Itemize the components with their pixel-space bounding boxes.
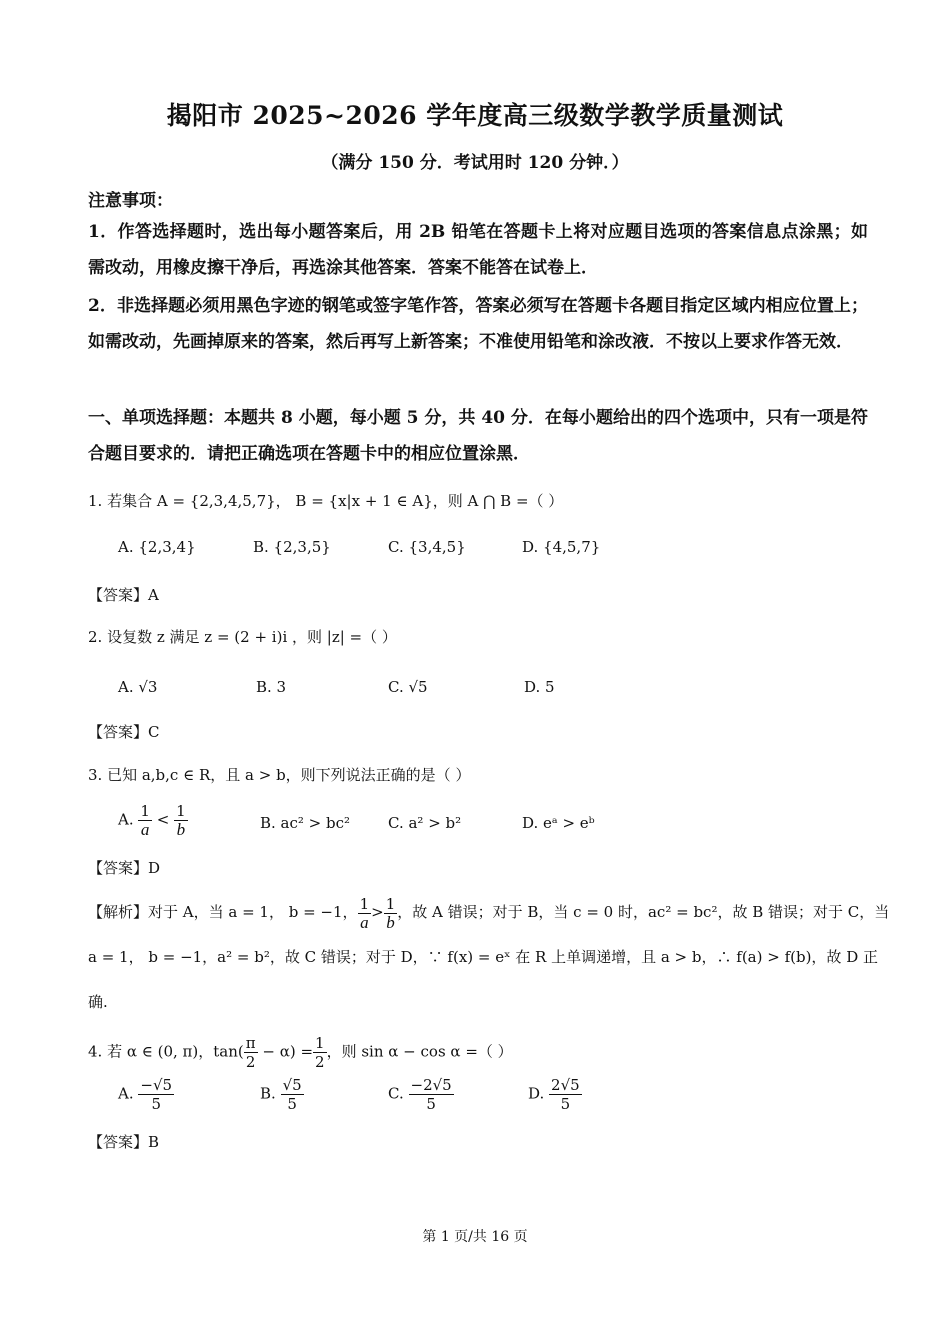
fraction-1-over-b: $\frac{1}{b}$ [176, 802, 186, 839]
question-1-stem: 1. 若集合 A = {2,3,4,5,7}， B = {x|x + 1 ∈ A}，则 A ⋂ B =（ ） [88, 492, 564, 510]
fraction-1-over-a: $\frac{1}{a}$ [359, 894, 370, 932]
option-b: B. {2,3,5} [253, 538, 331, 556]
option-c: C. {3,4,5} [388, 538, 466, 556]
fraction-1-over-2: $\frac{1}{2}$ [315, 1034, 325, 1071]
question-1-answer: 【答案】A [88, 586, 159, 604]
question-2-stem: 2. 设复数 z 满足 z = (2 + i)i ，则 |z| =（ ） [88, 628, 397, 646]
exam-subtitle: （满分 150 分．考试用时 120 分钟．） [321, 153, 629, 173]
fraction-1-over-b: $\frac{1}{b}$ [385, 894, 396, 932]
option-d: D. 5 [524, 678, 555, 696]
fraction-pi-over-2: $\frac{\pi}{2}$ [245, 1034, 256, 1071]
option-c: C. a² > b² [388, 814, 462, 832]
exam-title: 揭阳市 2025~2026 学年度高三级数学教学质量测试 [166, 101, 784, 130]
option-b: B. $\frac{√5}{5}$ [260, 1076, 302, 1113]
question-2-answer: 【答案】C [88, 723, 160, 741]
page-footer: 第 1 页/共 16 页 [422, 1229, 528, 1245]
option-d: D. eᵃ > eᵇ [522, 814, 595, 832]
option-a: A. $\frac{1}{a}$ < $\frac{1}{b}$ [118, 802, 186, 839]
option-c: C. √5 [388, 678, 428, 696]
option-b: B. 3 [256, 678, 287, 696]
section-heading: 一、单项选择题：本题共 8 小题，每小题 5 分，共 40 分．在每小题给出的四个选项中，只有一项是符合题目要求的．请把正确选项在答题卡中的相应位置涂黑． [88, 408, 868, 464]
question-3-stem: 3. 已知 a,b,c ∈ R，且 a > b，则下列说法正确的是（ ） [88, 766, 471, 784]
option-d: D. $\frac{2√5}{5}$ [528, 1076, 580, 1113]
question-4-answer: 【答案】B [88, 1133, 160, 1151]
option-c: C. $\frac{-2√5}{5}$ [388, 1076, 452, 1113]
notice-item-2: 2．非选择题必须用黑色字迹的钢笔或签字笔作答，答案必须写在答题卡各题目指定区域内相应位置上；如需改动，先画掉原来的答案，然后再写上新答案；不准使用铅笔和涂改液．不按以上要求作答无效． [88, 296, 868, 352]
option-a: A. {2,3,4} [118, 538, 196, 556]
notice-heading: 注意事项： [88, 191, 173, 211]
question-4-stem: 4. 若 α ∈ (0, π)，tan( $\frac{\pi}{2}$ − α) = $\frac{1}{2}$ ，则 sin α − cos α =（ ） [88, 1034, 513, 1071]
question-3-analysis: 【解析】对于 A，当 a = 1， b = −1， $\frac{1}{a}$ > $\frac{1}{b}$ ，故 A 错误；对于 B，当 c = 0 时，ac² = bc²，故 B 错误；对于 C，当 a = 1， b = −1，a² = b²，故 C 错误；对于 D，∵ f(x) = eˣ 在 R 上单调递增，且 a > b，∴ f(a) > f(b)，故 D 正 确. [88, 894, 890, 1011]
fraction-1-over-a: $\frac{1}{a}$ [140, 802, 150, 839]
option-d: D. {4,5,7} [522, 538, 601, 556]
option-a: A. $\frac{-√5}{5}$ [118, 1076, 173, 1113]
option-b: B. ac² > bc² [260, 814, 351, 832]
question-3-answer: 【答案】D [88, 859, 161, 877]
option-a: A. √3 [118, 678, 158, 696]
notice-item-1: 1．作答选择题时，选出每小题答案后，用 2B 铅笔在答题卡上将对应题目选项的答案信息点涂黑；如需改动，用橡皮擦干净后，再选涂其他答案．答案不能答在试卷上． [88, 222, 868, 278]
